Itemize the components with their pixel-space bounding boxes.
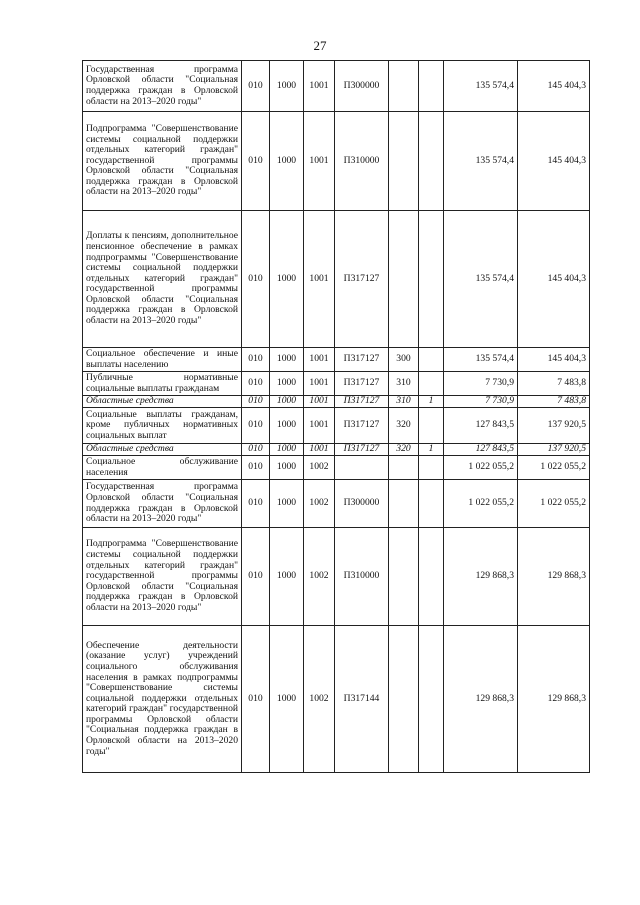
subsection-code-cell: 1001 bbox=[304, 444, 335, 456]
amount-year-2-cell: 145 404,3 bbox=[518, 61, 590, 112]
ministry-code-cell: 010 bbox=[242, 456, 270, 480]
funding-source-cell bbox=[419, 528, 444, 626]
amount-year-2-cell: 145 404,3 bbox=[518, 211, 590, 348]
target-article-cell: П300000 bbox=[335, 480, 389, 528]
expense-type-cell: 320 bbox=[389, 408, 419, 444]
table-row bbox=[83, 626, 590, 773]
expense-type-cell: 320 bbox=[389, 444, 419, 456]
funding-source-cell bbox=[419, 626, 444, 773]
row-description: Доплаты к пенсиям, дополнительное пенсионное обеспечение в рамках подпрограммы "Совершенствование системы социальной поддержки отдельных категорий граждан" государственной программы Орловской области "Социальная поддержка граждан в Орловской области на 2013–2020 годы" bbox=[83, 211, 242, 348]
section-code-cell: 1000 bbox=[270, 372, 304, 396]
funding-source-cell bbox=[419, 480, 444, 528]
target-article-cell: П317127 bbox=[335, 444, 389, 456]
funding-source-cell bbox=[419, 112, 444, 211]
row-description: Социальное обслуживание населения bbox=[83, 456, 242, 480]
row-description: Публичные нормативные социальные выплаты гражданам bbox=[83, 372, 242, 396]
ministry-code-cell: 010 bbox=[242, 348, 270, 372]
expense-type-cell bbox=[389, 456, 419, 480]
target-article-cell: П317127 bbox=[335, 396, 389, 408]
amount-year-2-cell: 129 868,3 bbox=[518, 626, 590, 773]
ministry-code-cell: 010 bbox=[242, 112, 270, 211]
amount-year-1-cell: 1 022 055,2 bbox=[444, 456, 518, 480]
amount-year-1-cell: 127 843,5 bbox=[444, 408, 518, 444]
ministry-code-cell: 010 bbox=[242, 372, 270, 396]
expense-type-cell bbox=[389, 528, 419, 626]
expense-type-cell bbox=[389, 112, 419, 211]
subsection-code-cell: 1001 bbox=[304, 211, 335, 348]
table-row bbox=[83, 112, 590, 211]
amount-year-1-cell: 127 843,5 bbox=[444, 444, 518, 456]
funding-source-cell: 1 bbox=[419, 396, 444, 408]
ministry-code-cell: 010 bbox=[242, 480, 270, 528]
target-article-cell: П310000 bbox=[335, 528, 389, 626]
table-row bbox=[83, 61, 590, 112]
section-code-cell: 1000 bbox=[270, 444, 304, 456]
amount-year-2-cell: 7 483,8 bbox=[518, 396, 590, 408]
target-article-cell: П317127 bbox=[335, 348, 389, 372]
amount-year-2-cell: 137 920,5 bbox=[518, 444, 590, 456]
subsection-code-cell: 1002 bbox=[304, 456, 335, 480]
target-article-cell: П317127 bbox=[335, 408, 389, 444]
ministry-code-cell: 010 bbox=[242, 444, 270, 456]
table-row bbox=[83, 396, 590, 408]
funding-source-cell bbox=[419, 456, 444, 480]
ministry-code-cell: 010 bbox=[242, 408, 270, 444]
target-article-cell: П317127 bbox=[335, 211, 389, 348]
table-row bbox=[83, 372, 590, 396]
subsection-code-cell: 1002 bbox=[304, 528, 335, 626]
subsection-code-cell: 1001 bbox=[304, 348, 335, 372]
section-code-cell: 1000 bbox=[270, 396, 304, 408]
section-code-cell: 1000 bbox=[270, 626, 304, 773]
table-row bbox=[83, 211, 590, 348]
table-row bbox=[83, 348, 590, 372]
target-article-cell: П310000 bbox=[335, 112, 389, 211]
ministry-code-cell: 010 bbox=[242, 211, 270, 348]
target-article-cell: П317144 bbox=[335, 626, 389, 773]
table-row bbox=[83, 444, 590, 456]
funding-source-cell bbox=[419, 61, 444, 112]
subsection-code-cell: 1001 bbox=[304, 61, 335, 112]
funding-source-cell bbox=[419, 372, 444, 396]
expense-type-cell: 300 bbox=[389, 348, 419, 372]
subsection-code-cell: 1001 bbox=[304, 408, 335, 444]
funding-source-cell bbox=[419, 408, 444, 444]
budget-table bbox=[82, 60, 590, 773]
target-article-cell: П300000 bbox=[335, 61, 389, 112]
row-description: Подпрограмма "Совершенствование системы социальной поддержки отдельных категорий граждан" государственной программы Орловской области "Социальная поддержка граждан в Орловской области на 2013–2020 годы" bbox=[83, 528, 242, 626]
ministry-code-cell: 010 bbox=[242, 626, 270, 773]
target-article-cell bbox=[335, 456, 389, 480]
section-code-cell: 1000 bbox=[270, 348, 304, 372]
expense-type-cell bbox=[389, 61, 419, 112]
amount-year-2-cell: 145 404,3 bbox=[518, 348, 590, 372]
table-row bbox=[83, 408, 590, 444]
subsection-code-cell: 1001 bbox=[304, 112, 335, 211]
section-code-cell: 1000 bbox=[270, 211, 304, 348]
subsection-code-cell: 1002 bbox=[304, 626, 335, 773]
section-code-cell: 1000 bbox=[270, 528, 304, 626]
section-code-cell: 1000 bbox=[270, 456, 304, 480]
amount-year-1-cell: 135 574,4 bbox=[444, 61, 518, 112]
table-row bbox=[83, 480, 590, 528]
row-description: Социальное обеспечение и иные выплаты населению bbox=[83, 348, 242, 372]
amount-year-1-cell: 135 574,4 bbox=[444, 211, 518, 348]
budget-table-body bbox=[83, 61, 590, 773]
amount-year-2-cell: 1 022 055,2 bbox=[518, 480, 590, 528]
section-code-cell: 1000 bbox=[270, 408, 304, 444]
amount-year-1-cell: 1 022 055,2 bbox=[444, 480, 518, 528]
amount-year-1-cell: 129 868,3 bbox=[444, 528, 518, 626]
target-article-cell: П317127 bbox=[335, 372, 389, 396]
expense-type-cell: 310 bbox=[389, 372, 419, 396]
amount-year-1-cell: 135 574,4 bbox=[444, 112, 518, 211]
section-code-cell: 1000 bbox=[270, 480, 304, 528]
row-description: Государственная программа Орловской области "Социальная поддержка граждан в Орловской области на 2013–2020 годы" bbox=[83, 61, 242, 112]
page-number: 27 bbox=[313, 38, 327, 53]
subsection-code-cell: 1001 bbox=[304, 372, 335, 396]
amount-year-1-cell: 129 868,3 bbox=[444, 626, 518, 773]
ministry-code-cell: 010 bbox=[242, 61, 270, 112]
amount-year-2-cell: 1 022 055,2 bbox=[518, 456, 590, 480]
amount-year-2-cell: 7 483,8 bbox=[518, 372, 590, 396]
funding-source-cell bbox=[419, 348, 444, 372]
subsection-code-cell: 1002 bbox=[304, 480, 335, 528]
amount-year-2-cell: 137 920,5 bbox=[518, 408, 590, 444]
amount-year-1-cell: 7 730,9 bbox=[444, 372, 518, 396]
section-code-cell: 1000 bbox=[270, 61, 304, 112]
ministry-code-cell: 010 bbox=[242, 528, 270, 626]
expense-type-cell: 310 bbox=[389, 396, 419, 408]
expense-type-cell bbox=[389, 626, 419, 773]
amount-year-2-cell: 129 868,3 bbox=[518, 528, 590, 626]
row-description: Обеспечение деятельности (оказание услуг) учреждений социального обслуживания населения в рамках подпрограммы "Совершенствование системы социальной поддержки отдельных категорий граждан" государственной программы Орловской области "Социальная поддержка граждан в Орловской области на 2013–2020 годы" bbox=[83, 626, 242, 773]
row-description: Подпрограмма "Совершенствование системы социальной поддержки отдельных категорий граждан" государственной программы Орловской области "Социальная поддержка граждан в Орловской области на 2013–2020 годы" bbox=[83, 112, 242, 211]
expense-type-cell bbox=[389, 211, 419, 348]
table-row bbox=[83, 456, 590, 480]
funding-source-cell bbox=[419, 211, 444, 348]
amount-year-1-cell: 135 574,4 bbox=[444, 348, 518, 372]
funding-source-cell: 1 bbox=[419, 444, 444, 456]
section-code-cell: 1000 bbox=[270, 112, 304, 211]
row-description: Социальные выплаты гражданам, кроме публичных нормативных социальных выплат bbox=[83, 408, 242, 444]
row-description: Государственная программа Орловской области "Социальная поддержка граждан в Орловской области на 2013–2020 годы" bbox=[83, 480, 242, 528]
subsection-code-cell: 1001 bbox=[304, 396, 335, 408]
amount-year-1-cell: 7 730,9 bbox=[444, 396, 518, 408]
table-row bbox=[83, 528, 590, 626]
ministry-code-cell: 010 bbox=[242, 396, 270, 408]
amount-year-2-cell: 145 404,3 bbox=[518, 112, 590, 211]
row-description: Областные средства bbox=[83, 396, 242, 408]
row-description: Областные средства bbox=[83, 444, 242, 456]
expense-type-cell bbox=[389, 480, 419, 528]
